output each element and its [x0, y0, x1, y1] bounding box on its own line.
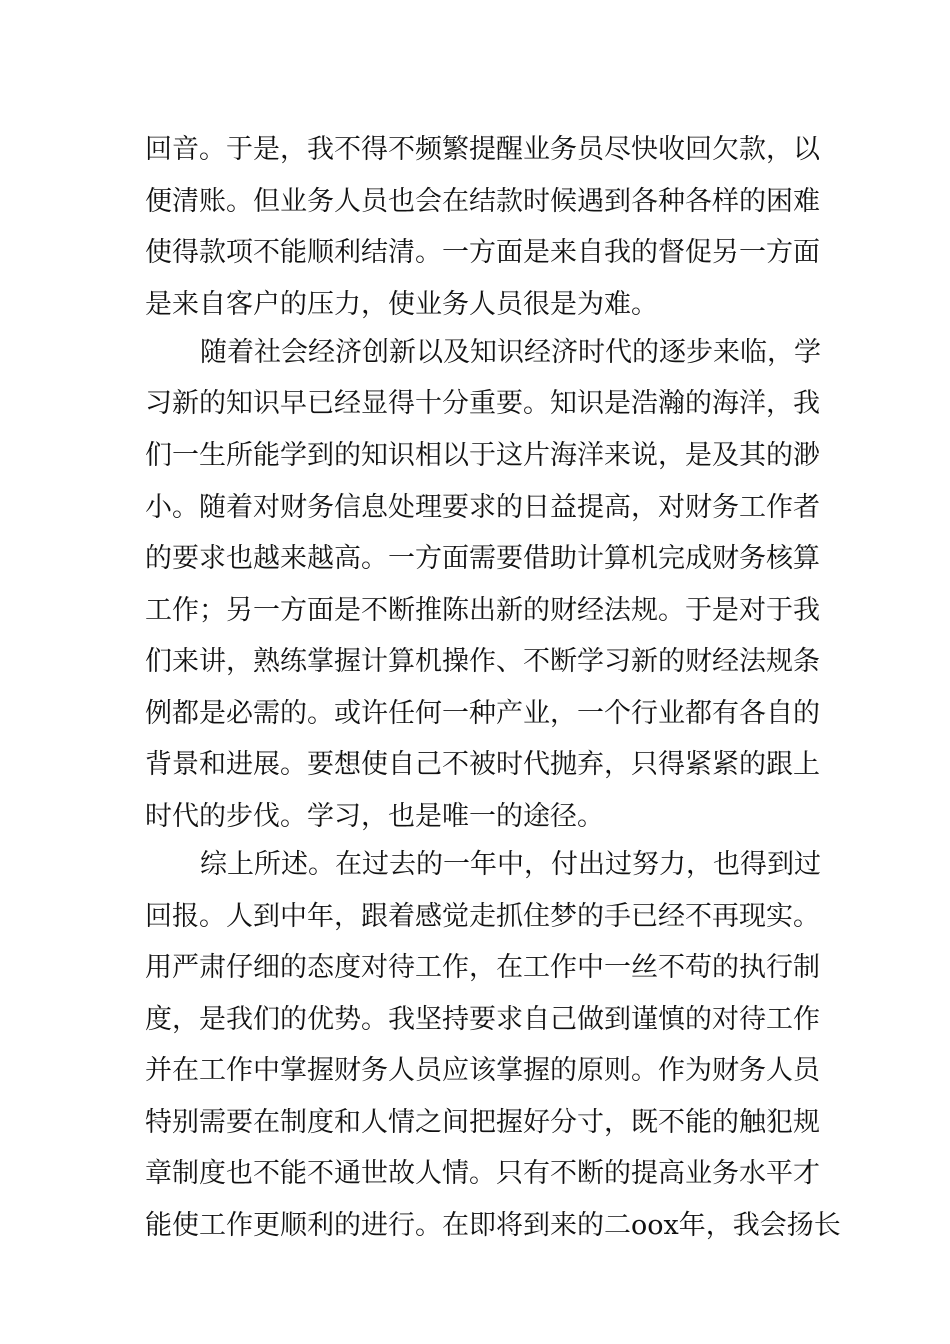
text-line: 章制度也不能不通世故人情。只有不断的提高业务水平才: [145, 1158, 820, 1189]
text-line: 特别需要在制度和人情之间把握好分寸，既不能的触犯规: [145, 1107, 820, 1138]
text-line: 回音。于是，我不得不频繁提醒业务员尽快收回欠款，以: [145, 134, 820, 165]
text-line: 使得款项不能顺利结清。一方面是来自我的督促另一方面: [145, 237, 820, 268]
text-line: 回报。人到中年，跟着感觉走抓住梦的手已经不再现实。: [145, 901, 820, 932]
text-line: 例都是必需的。或许任何一种产业，一个行业都有各自的: [145, 698, 820, 729]
text-line: 小。随着对财务信息处理要求的日益提高，对财务工作者: [145, 492, 820, 523]
text-line: 能使工作更顺利的进行。在即将到来的二oox年，我会扬长: [145, 1210, 841, 1241]
paragraph-first-line: 综上所述。在过去的一年中，付出过努力，也得到过: [200, 849, 821, 880]
text-line: 是来自客户的压力，使业务人员很是为难。: [145, 289, 658, 320]
text-line: 的要求也越来越高。一方面需要借助计算机完成财务核算: [145, 543, 820, 574]
text-line: 并在工作中掌握财务人员应该掌握的原则。作为财务人员: [145, 1055, 820, 1086]
text-line: 工作；另一方面是不断推陈出新的财经法规。于是对于我: [145, 595, 820, 626]
text-line: 便清账。但业务人员也会在结款时候遇到各种各样的困难: [145, 186, 820, 217]
text-line: 度，是我们的优势。我坚持要求自己做到谨慎的对待工作: [145, 1004, 820, 1035]
paragraph-first-line: 随着社会经济创新以及知识经济时代的逐步来临，学: [200, 337, 821, 368]
text-line: 们一生所能学到的知识相以于这片海洋来说，是及其的渺: [145, 440, 820, 471]
text-line: 习新的知识早已经显得十分重要。知识是浩瀚的海洋，我: [145, 388, 820, 419]
text-line: 们来讲，熟练掌握计算机操作、不断学习新的财经法规条: [145, 646, 820, 677]
text-line: 用严肃仔细的态度对待工作，在工作中一丝不苟的执行制: [145, 952, 820, 983]
text-line: 时代的步伐。学习，也是唯一的途径。: [145, 801, 604, 832]
text-line: 背景和进展。要想使自己不被时代抛弃，只得紧紧的跟上: [145, 749, 820, 780]
